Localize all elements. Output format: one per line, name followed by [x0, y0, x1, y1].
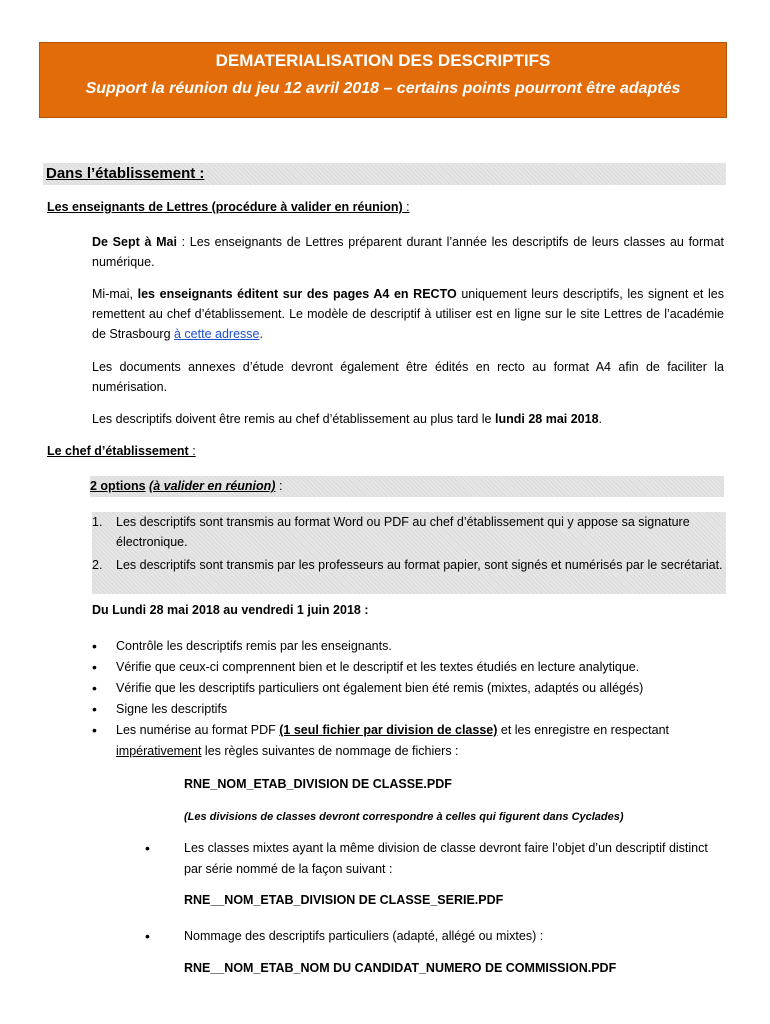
list-item: • Les classes mixtes ayant la même division de classe devront faire l’objet d’un descriptif distinct par série nommé de la façon suivant :	[145, 840, 708, 876]
paragraph-sept-mai: De Sept à Mai : Les enseignants de Lettres préparent durant l’année les descriptifs de leurs classes au format numérique.	[92, 235, 724, 269]
filename-pattern-2: RNE__NOM_ETAB_DIVISION DE CLASSE_SERIE.PDF	[184, 893, 504, 907]
list-item: • Les numérise au format PDF (1 seul fichier par division de classe) et les enregistre en respectant impérativement les règles suivantes de nommage de fichiers :	[92, 722, 670, 758]
list-item: • Vérifie que les descriptifs particuliers ont également bien été remis (mixtes, adaptés ou allégés)	[92, 680, 644, 696]
paragraph-mi-mai: Mi-mai, les enseignants éditent sur des pages A4 en RECTO uniquement leurs descriptifs, les signent et les remettent au chef d’établissement. Le modèle de descriptif à utiliser est en ligne sur le site Lettres de l’académie de Strasbourg à cette adresse.	[92, 287, 724, 341]
list-item: • Signe les descriptifs	[92, 701, 228, 717]
template-link[interactable]: à cette adresse	[174, 327, 260, 341]
document-title: DEMATERIALISATION DES DESCRIPTIFS	[215, 51, 551, 70]
cyclades-note: (Les divisions de classes devront correspondre à celles qui figurent dans Cyclades)	[184, 811, 624, 823]
list-item: 2. Les descriptifs sont transmis par les professeurs au format papier, sont signés et numérisés par le secrétariat.	[92, 558, 723, 572]
head-of-school-heading: Le chef d’établissement :	[47, 444, 196, 458]
list-item: 1. Les descriptifs sont transmis au format Word ou PDF au chef d’établissement qui y appose sa signature électronique.	[92, 515, 690, 549]
list-item: • Contrôle les descriptifs remis par les enseignants.	[92, 638, 392, 654]
options-heading: 2 options (à valider en réunion) :	[90, 476, 724, 497]
tasks-list	[92, 636, 726, 762]
paragraph-annexes: Les documents annexes d’étude devront également être édités en recto au format A4 afin de faciliter la numérisation.	[92, 360, 724, 394]
section-heading-establishment: Dans l’établissement :	[43, 163, 726, 185]
paragraph-deadline: Les descriptifs doivent être remis au chef d’établissement au plus tard le lundi 28 mai 2018.	[92, 412, 603, 426]
list-item: • Nommage des descriptifs particuliers (adapté, allégé ou mixtes) :	[145, 928, 544, 944]
document-subtitle: Support la réunion du jeu 12 avril 2018 – certains points pourront être adaptés	[85, 80, 681, 97]
filename-pattern-3: RNE__NOM_ETAB_NOM DU CANDIDAT_NUMERO DE COMMISSION.PDF	[184, 961, 617, 975]
filename-pattern-1: RNE_NOM_ETAB_DIVISION DE CLASSE.PDF	[184, 777, 452, 791]
title-banner	[39, 42, 727, 118]
options-list	[92, 512, 726, 594]
teachers-heading: Les enseignants de Lettres (procédure à valider en réunion) :	[47, 200, 410, 214]
list-item: • Vérifie que ceux-ci comprennent bien et le descriptif et les textes étudiés en lecture analytique.	[92, 659, 640, 675]
period-heading: Du Lundi 28 mai 2018 au vendredi 1 juin 2018 :	[92, 603, 369, 617]
